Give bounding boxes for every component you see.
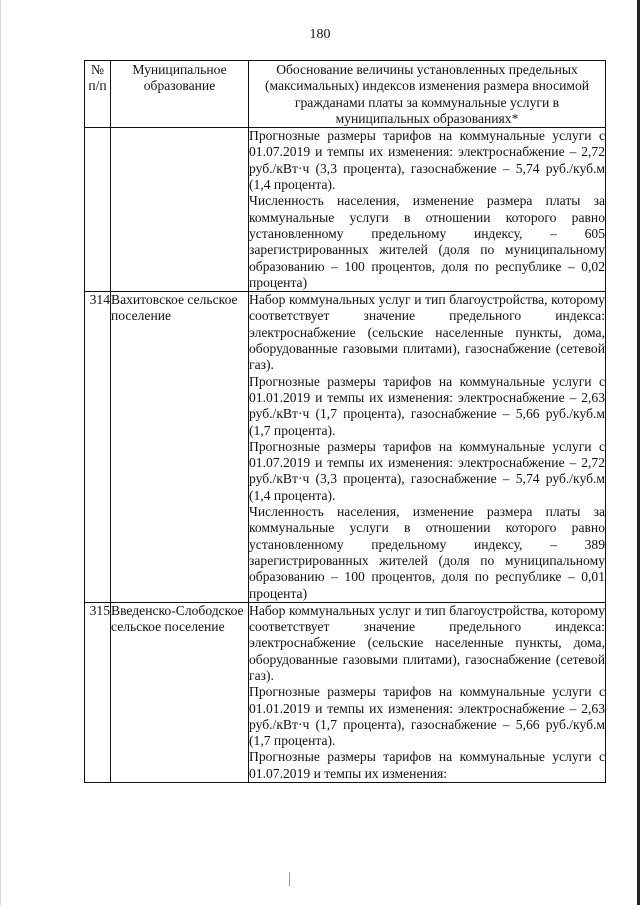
- table-header-row: [85, 61, 606, 128]
- table-row: [85, 128, 606, 292]
- row-number: 314: [85, 292, 111, 603]
- justification-paragraph: Прогнозные размеры тарифов на коммунальные услуги с 01.07.2019 и темпы их изменения: электроснабжение – 2,72 руб./кВт·ч (3,3 процента), газоснабжение – 5,74 руб./куб.м (1,4 процента).: [249, 128, 605, 193]
- page-left-edge: [0, 0, 1, 905]
- row-number: [85, 128, 111, 292]
- table-row: [85, 602, 606, 782]
- row-municipality: Вахитовское сельское поселение: [111, 292, 249, 603]
- justification-paragraph: Прогнозные размеры тарифов на коммунальные услуги с 01.07.2019 и темпы их изменения: электроснабжение – 2,72 руб./кВт·ч (3,3 процента), газоснабжение – 5,74 руб./куб.м (1,4 процента).: [249, 438, 605, 503]
- justification-paragraph: Набор коммунальных услуг и тип благоустройства, которому соответствует значение предельного индекса: электроснабжение (сельские населенные пункты, дома, оборудованные газовыми плитами), газоснабжение (сетевой газ).: [249, 292, 605, 373]
- row-number: 315: [85, 602, 111, 782]
- page-number: 180: [309, 27, 331, 42]
- table-row: [85, 292, 606, 603]
- header-number: № п/п: [85, 61, 111, 128]
- row-justification: [249, 292, 606, 603]
- row-justification: [249, 602, 606, 782]
- justification-paragraph: Прогнозные размеры тарифов на коммунальные услуги с 01.01.2019 и темпы их изменения: электроснабжение – 2,63 руб./кВт·ч (1,7 процента), газоснабжение – 5,66 руб./куб.м (1,7 процента).: [249, 684, 605, 749]
- scan-artifact-mark: [289, 872, 290, 886]
- row-municipality: Введенско-Слободское сельское поселение: [111, 602, 249, 782]
- justification-paragraph: Численность населения, изменение размера платы за коммунальные услуги в отношении которого равно установленному предельному индексу, – 605 зарегистрированных жителей (доля по муниципальному образованию – 100 процентов, доля по республике – 0,02 процента): [249, 193, 605, 290]
- row-justification: [249, 128, 606, 292]
- header-justification: Обоснование величины установленных предельных (максимальных) индексов изменения размера вносимой гражданами платы за коммунальные услуги в муниципальных образованиях*: [249, 61, 606, 128]
- tariff-index-table: [84, 60, 606, 783]
- justification-paragraph: Прогнозные размеры тарифов на коммунальные услуги с 01.01.2019 и темпы их изменения: электроснабжение – 2,63 руб./кВт·ч (1,7 процента), газоснабжение – 5,66 руб./куб.м (1,7 процента).: [249, 373, 605, 438]
- row-municipality: [111, 128, 249, 292]
- header-municipality: Муниципальное образование: [111, 61, 249, 128]
- justification-paragraph: Численность населения, изменение размера платы за коммунальные услуги в отношении которого равно установленному предельному индексу, – 389 зарегистрированных жителей (доля по муниципальному образованию – 100 процентов, доля по республике – 0,01 процента): [249, 504, 605, 601]
- justification-paragraph: Прогнозные размеры тарифов на коммунальные услуги с 01.07.2019 и темпы их изменения:: [249, 749, 605, 781]
- justification-paragraph: Набор коммунальных услуг и тип благоустройства, которому соответствует значение предельного индекса: электроснабжение (сельские населенные пункты, дома, оборудованные газовыми плитами), газоснабжение (сетевой газ).: [249, 602, 605, 683]
